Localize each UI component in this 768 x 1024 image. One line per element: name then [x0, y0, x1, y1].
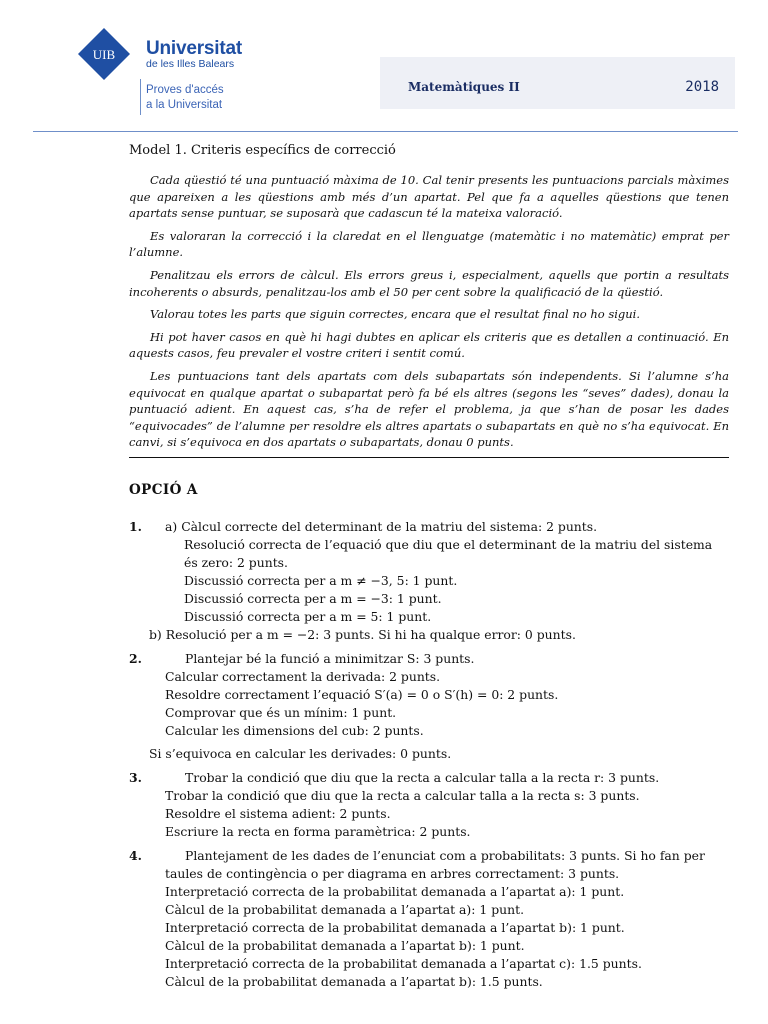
q1-part-b: [149, 626, 729, 644]
criterion-line: Discussió correcta per a m ≠ −3, 5: 1 punt.: [184, 573, 458, 589]
logo-divider: [140, 79, 141, 115]
criterion-line: Interpretació correcta de la probabilitat demanada a l’apartat a): 1 punt.: [165, 884, 625, 900]
criterion-line: Escriure la recta en forma paramètrica: 2 punts.: [165, 824, 471, 840]
criterion-line: Discussió correcta per a m = 5: 1 punt.: [184, 609, 432, 625]
part-label: b): [149, 627, 162, 643]
criterion-line: Calcular correctament la derivada: 2 punts.: [165, 669, 441, 685]
document-body: [129, 140, 729, 991]
section-divider: [129, 457, 729, 459]
criterion-line: Càlcul de la probabilitat demanada a l’apartat b): 1 punt.: [165, 938, 525, 954]
intro-paragraph: Valorau totes les parts que siguin correctes, encara que el resultat final no ho sigui.: [150, 307, 640, 322]
uib-logo-icon: [78, 28, 130, 80]
question-4: [129, 847, 729, 991]
question-number: 4.: [129, 848, 142, 864]
option-heading: OPCIÓ A: [129, 482, 198, 499]
intro-paragraph: Hi pot haver casos en què hi hagi dubtes en aplicar els criteris que es detallen a continuació. En aquests casos, feu prevaler el vostre criteri i sentit comú.: [129, 329, 729, 361]
criterion-line: Resolució correcta de l’equació que diu que el determinant de la matriu del sistema és zero: 2 punts.: [184, 537, 713, 571]
criterion-line: Discussió correcta per a m = −3: 1 punt.: [184, 591, 442, 607]
proves-line-2: a la Universitat: [146, 99, 223, 111]
question-number: 3.: [129, 770, 142, 786]
criterion-line: Resoldre el sistema adient: 2 punts.: [165, 806, 391, 822]
criterion-line: Trobar la condició que diu que la recta a calcular talla a la recta s: 3 punts.: [165, 788, 640, 804]
question-2: [129, 650, 729, 740]
part-text: Càlcul correcte del determinant de la matriu del sistema: 2 punts.: [181, 519, 598, 535]
q1-part-a: [165, 518, 729, 536]
proves-line-1: Proves d'accés: [146, 84, 224, 96]
question-1: [129, 518, 729, 644]
exam-title-box: [380, 57, 735, 109]
criterion-line: Plantejament de les dades de l’enunciat com a probabilitats: 3 punts. Si ho fan per taules de contingència o per diagrama en arbres correctament: 3 punts.: [165, 848, 705, 882]
criterion-line: Resoldre correctament l’equació S′(a) = 0 o S′(h) = 0: 2 punts.: [165, 687, 559, 703]
criterion-line: Interpretació correcta de la probabilitat demanada a l’apartat b): 1 punt.: [165, 920, 625, 936]
intro-criteria: [129, 172, 729, 451]
intro-paragraph: Es valoraran la correcció i la claredat en el llenguatge (matemàtic i no matemàtic) emprat per l’alumne.: [129, 228, 729, 260]
criterion-line: Calcular les dimensions del cub: 2 punts.: [165, 723, 424, 739]
question-3: [129, 769, 729, 841]
intro-paragraph: Cada qüestió té una puntuació màxima de 10. Cal tenir presents les puntuacions parcials màximes que apareixen a les qüestions amb més d’un apartat. Pel que fa a aquelles qüestions que tenen apartats sense puntuar, se suposarà que cadascun té la mateixa valoració.: [129, 173, 729, 221]
subject-title: Matemàtiques II: [408, 80, 520, 94]
criterion-line: Trobar la condició que diu que la recta a calcular talla a la recta r: 3 punts.: [185, 770, 660, 786]
intro-paragraph: Les puntuacions tant dels apartats com dels subapartats són independents. Si l’alumne s’ha equivocat en qualque apartat o subapartat però fa bé els altres (segons les “seves” dades), donau la puntuació adient. En aquest cas, s’ha de refer el problema, ja que s’han de posar les dades “equivocades” de l’alumne per resoldre els altres apartats o subapartats en què no s’ha equivocat. En canvi, si s’equivoca en dos apartats o subapartats, donau 0 punts.: [129, 368, 729, 450]
criterion-line: Comprovar que és un mínim: 1 punt.: [165, 705, 397, 721]
model-title: Model 1. Criteris específics de correcció: [129, 143, 396, 158]
question-number: 2.: [129, 651, 142, 667]
intro-paragraph: Penalitzau els errors de càlcul. Els errors greus i, especialment, aquells que portin a resultats incoherents o absurds, penalitzau-los amb el 50 per cent sobre la qualificació de la qüestió.: [129, 267, 729, 299]
svg-text:UIB: UIB: [92, 47, 116, 62]
part-text: Resolució per a m = −2: 3 punts. Si hi ha qualque error: 0 punts.: [165, 627, 576, 643]
criterion-line: Interpretació correcta de la probabilitat demanada a l’apartat c): 1.5 punts.: [165, 956, 642, 972]
q2-note: Si s’equivoca en calcular les derivades: 0 punts.: [149, 746, 452, 762]
criterion-line: Càlcul de la probabilitat demanada a l’apartat a): 1 punt.: [165, 902, 525, 918]
header-divider: [33, 131, 738, 132]
criterion-line: Plantejar bé la funció a minimitzar S: 3 punts.: [185, 651, 475, 667]
criterion-line: Càlcul de la probabilitat demanada a l’apartat b): 1.5 punts.: [165, 974, 543, 990]
part-label: a): [165, 519, 178, 535]
exam-year: 2018: [685, 79, 719, 95]
university-name: Universitat: [146, 38, 243, 59]
question-number: 1.: [129, 519, 142, 535]
university-subtitle: de les Illes Balears: [146, 58, 235, 70]
